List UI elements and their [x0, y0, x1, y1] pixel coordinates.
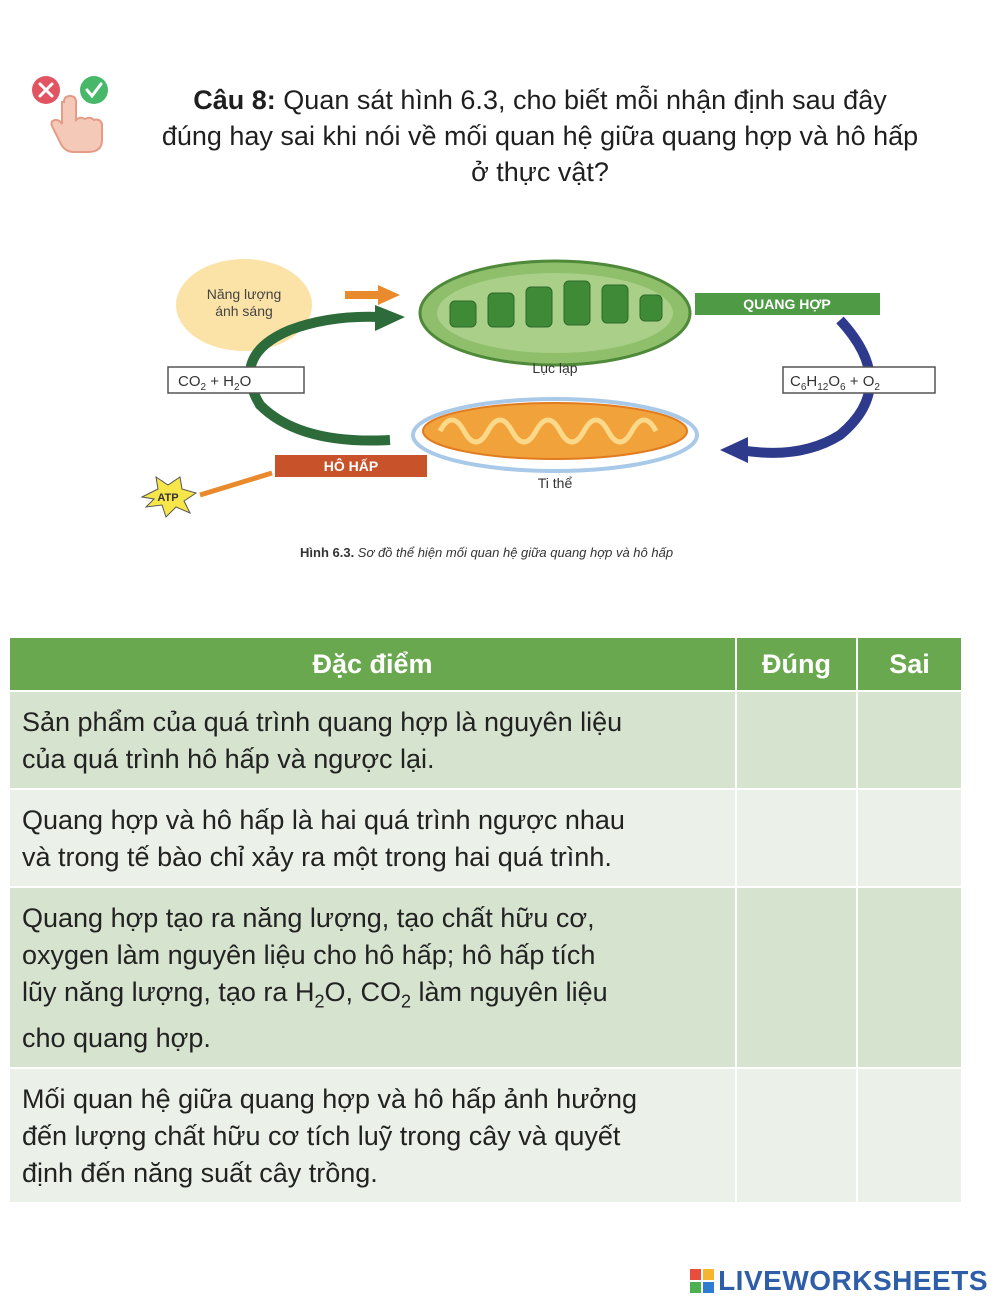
light-energy-label-2: ánh sáng	[215, 303, 273, 319]
mitochondrion-label: Ti thể	[537, 475, 573, 491]
correct-icon	[80, 76, 108, 104]
light-energy-label-1: Năng lượng	[206, 286, 282, 302]
header-feature: Đặc điểm	[9, 637, 736, 691]
statement-cell	[9, 691, 736, 789]
table-row	[9, 691, 962, 789]
question-line-3: ở thực vật?	[471, 157, 609, 187]
atp-arrow	[200, 473, 272, 495]
header-true: Đúng	[736, 637, 857, 691]
statement-line: Mối quan hệ giữa quang hợp và hô hấp ảnh hưởng	[22, 1084, 638, 1115]
respiration-label: HÔ HẤP	[323, 458, 379, 474]
question-text	[130, 82, 950, 190]
true-answer-cell[interactable]	[736, 1068, 857, 1203]
true-answer-cell[interactable]	[736, 789, 857, 887]
figure-caption-text: Sơ đồ thể hiện mối quan hệ giữa quang hợp và hô hấp	[354, 545, 674, 560]
statement-cell	[9, 789, 736, 887]
glucose-o2-formula: $C_6H_{12}O_6 + O_2$	[790, 373, 880, 393]
question-label: Câu 8:	[193, 85, 276, 115]
question-line-2: đúng hay sai khi nói về mối quan hệ giữa quang hợp và hô hấp	[161, 121, 919, 151]
statement-cell	[9, 1068, 736, 1203]
header-false: Sai	[857, 637, 962, 691]
liveworksheets-logo-icon	[689, 1268, 715, 1294]
table-row	[9, 887, 962, 1068]
table-row	[9, 1068, 962, 1203]
true-answer-cell[interactable]	[736, 691, 857, 789]
photosynthesis-respiration-diagram	[100, 245, 950, 575]
statement-line: Quang hợp và hô hấp là hai quá trình ngược nhau	[22, 805, 625, 835]
false-answer-cell[interactable]	[857, 1068, 962, 1203]
false-answer-cell[interactable]	[857, 789, 962, 887]
statement-line: lũy năng lượng, tạo ra $H_2O$, $CO_2$ làm nguyên liệu	[22, 977, 608, 1012]
question-line-1: Quan sát hình 6.3, cho biết mỗi nhận định sau đây	[275, 85, 887, 115]
photosynthesis-label: QUANG HỢP	[743, 296, 831, 312]
chloroplast-label: Lục lạp	[532, 360, 578, 376]
liveworksheets-text: LIVEWORKSHEETS	[718, 1265, 988, 1296]
statement-line: của quá trình hô hấp và ngược lại.	[22, 744, 435, 774]
true-answer-cell[interactable]	[736, 887, 857, 1068]
statement-line: Quang hợp tạo ra năng lượng, tạo chất hữu cơ,	[22, 903, 595, 933]
co2-h2o-formula: $CO_2 + H_2O$	[178, 373, 252, 393]
statement-line: oxygen làm nguyên liệu cho hô hấp; hô hấp tích	[22, 940, 596, 970]
statement-line: định đến năng suất cây trồng.	[22, 1158, 378, 1189]
statement-cell	[9, 887, 736, 1068]
false-answer-cell[interactable]	[857, 887, 962, 1068]
figure-caption	[300, 545, 673, 560]
statement-line: và trong tế bào chỉ xảy ra một trong hai quá trình.	[22, 842, 612, 872]
figure-caption-label: Hình 6.3.	[300, 545, 355, 560]
statement-line: đến lượng chất hữu cơ tích luỹ trong cây và quyết	[22, 1121, 621, 1152]
liveworksheets-logo	[689, 1265, 988, 1297]
statements-table	[8, 636, 963, 1204]
statement-line: cho quang hợp.	[22, 1023, 211, 1054]
false-answer-cell[interactable]	[857, 691, 962, 789]
table-header-row	[9, 637, 962, 691]
true-false-hand-icon	[28, 72, 114, 158]
atp-label: ATP	[157, 492, 179, 504]
table-row	[9, 789, 962, 887]
statement-line: Sản phẩm của quá trình quang hợp là nguyên liệu	[22, 707, 623, 737]
